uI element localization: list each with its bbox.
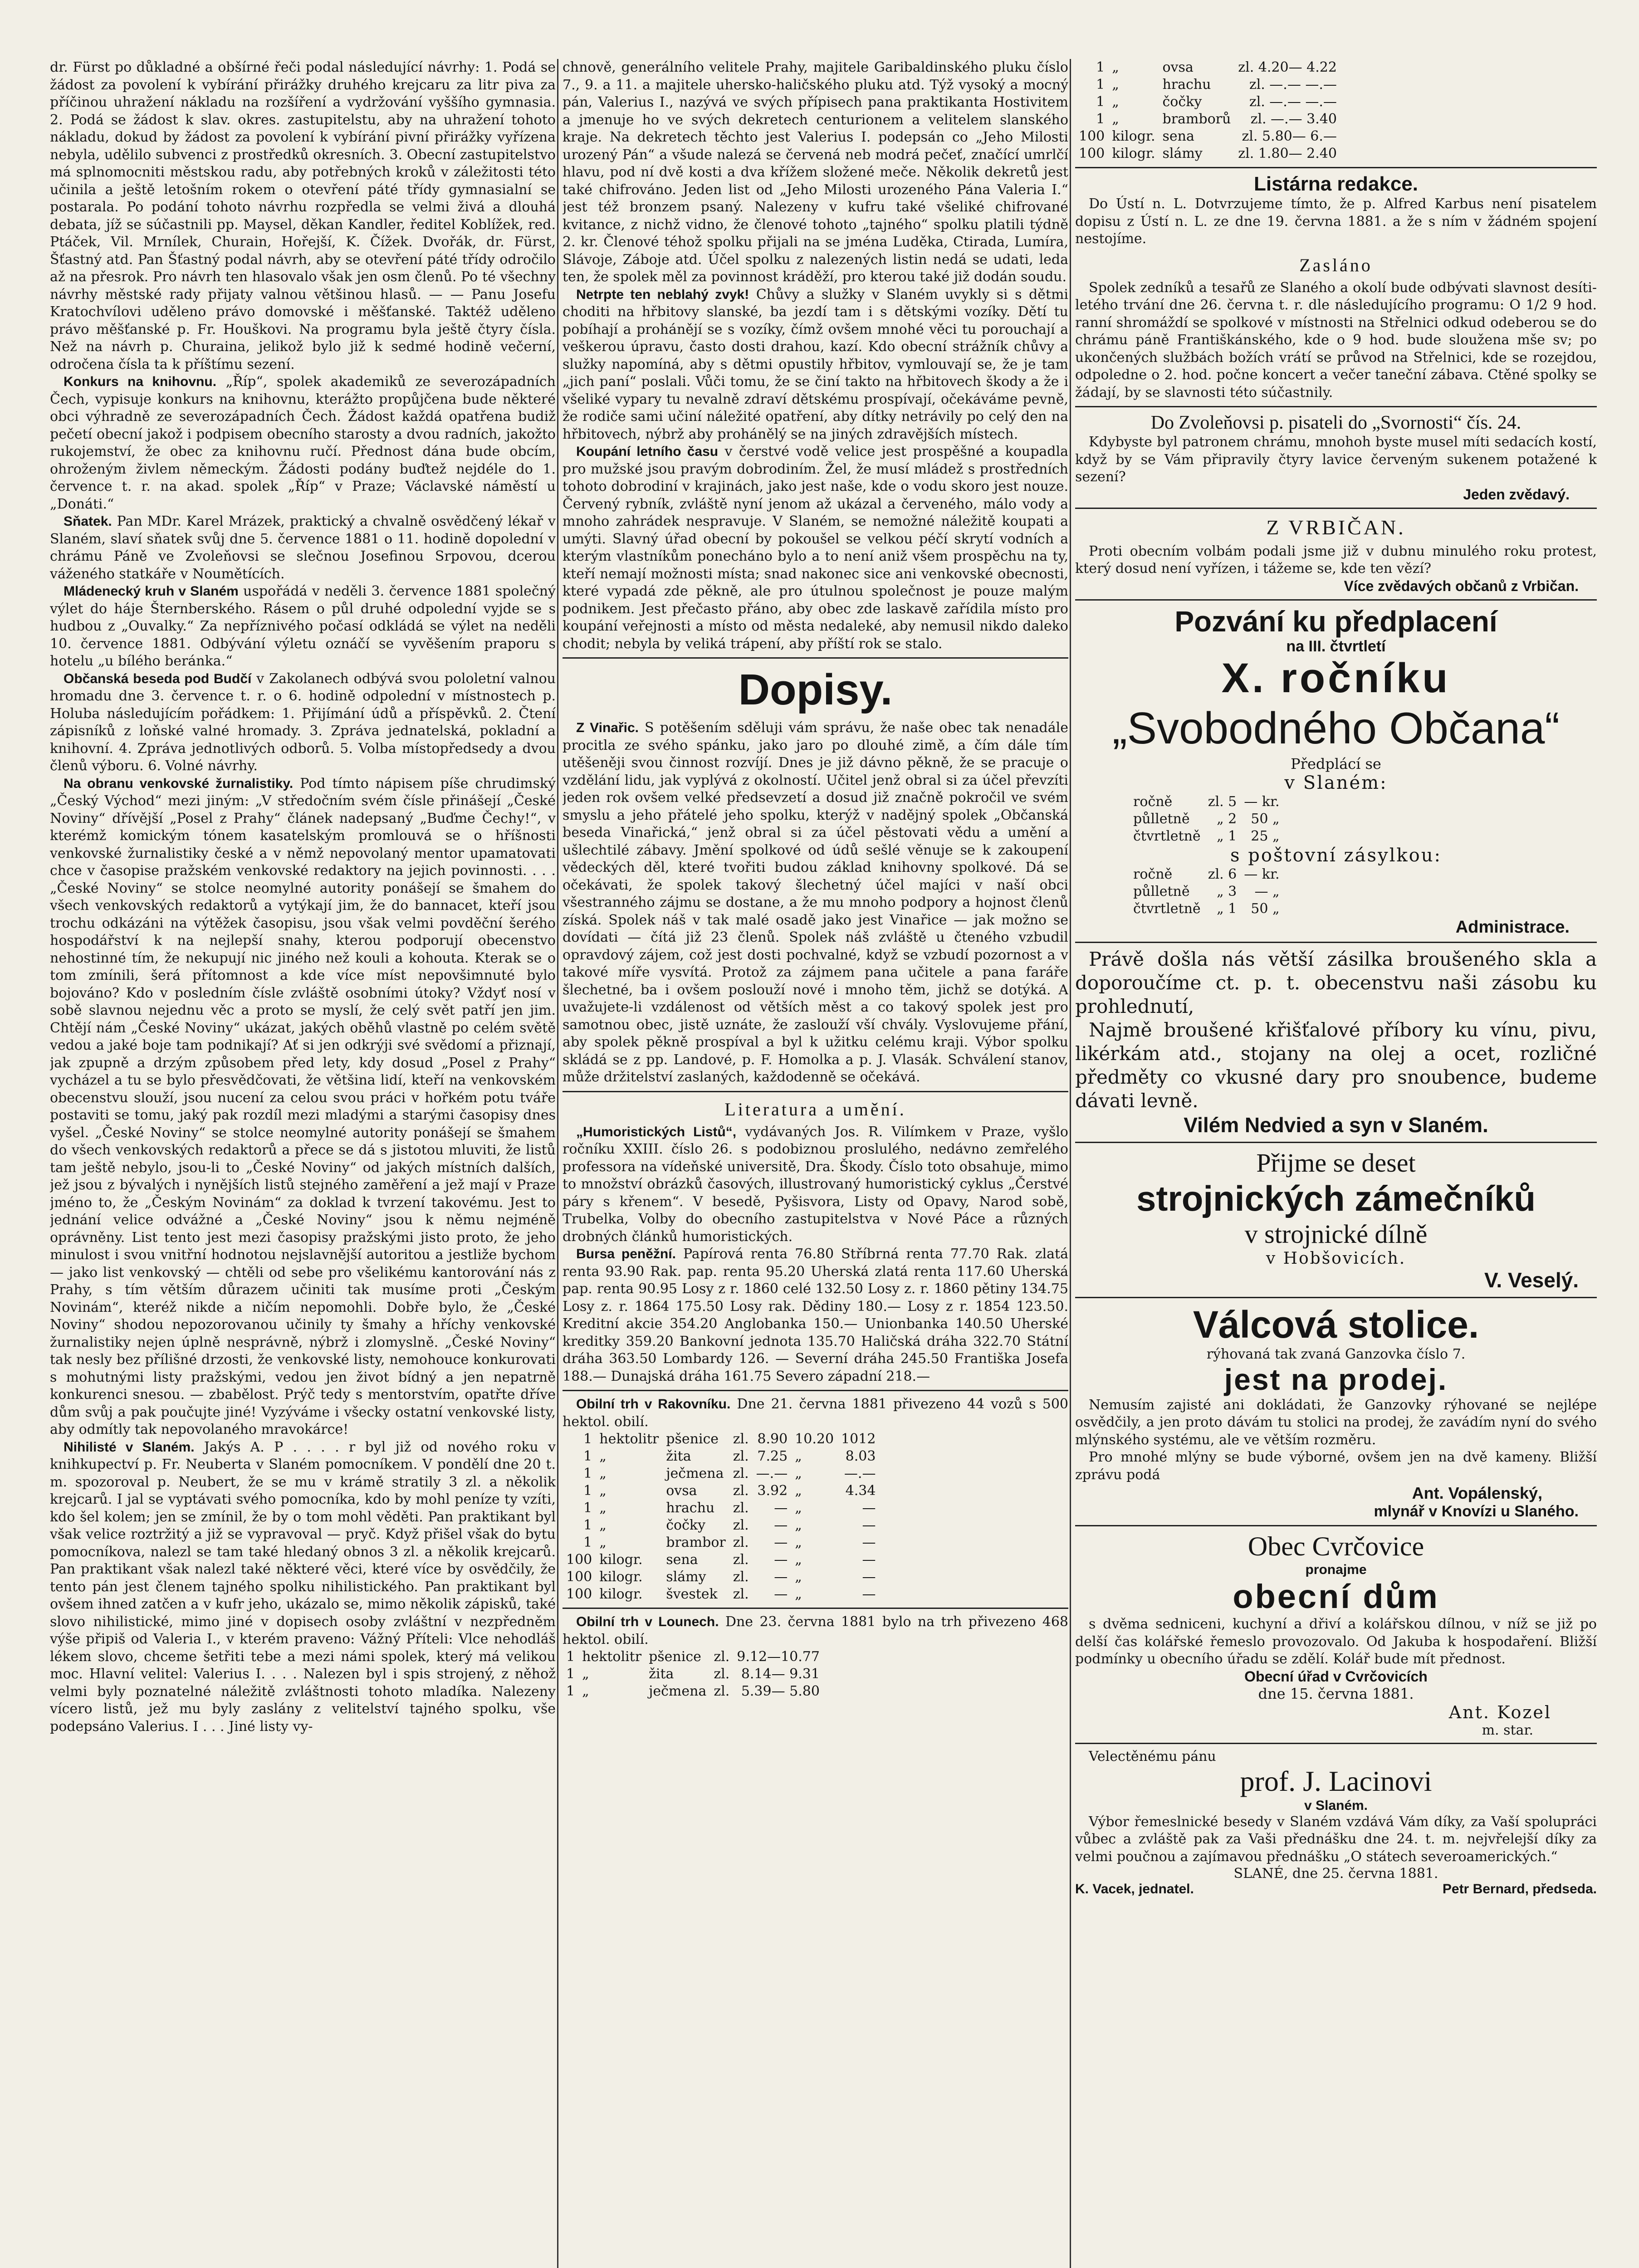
table-cell: „	[795, 1466, 802, 1481]
zaslano-text: Spolek zedníků a tesařů ze Slaného a okolí bude odbývati slavnost desíti-letého trvání dne 26. června t. r. dle následujícího programu: O 1/2 9 hod. ranní shromáždí se spolkové v místnosti na Střelnici odkud odeberou se do chrámu páně Františkánského, kde o 9 hod. bude sloužena mše sv; po ukončených službách božích vrátí se průvod na Střelnici, kde se rozejdou, odpoledne o 2. hod. počne koncert a večer taneční zábava. Ctěné spolky se žádají, by se slavnosti této súčastnily.	[1075, 279, 1597, 401]
market-table-louny	[563, 1648, 823, 1700]
divider	[1075, 1297, 1597, 1298]
column-3	[1075, 59, 1597, 2268]
table-cell: ječmena	[666, 1466, 724, 1481]
headline: Obilní trh v Lounech.	[576, 1614, 719, 1629]
table-cell: půlletně	[1133, 811, 1190, 827]
table-cell: zl.	[733, 1569, 749, 1585]
article-text: Papírová renta 76.80 Stříbrná renta 77.70 Rak. zlatá renta 93.90 Rak. pap. renta 95.20 Uherská zlatá renta 117.60 Uherská pap. renta 90.95 Losy z r. 1860 celé 132.50 Losy z. r. 1860 pětiny 134.75 Losy z. r. 1864 175.50 Losy rak. Dědiny 180.— Losy z r. 1854 123.50. Kreditní akcie 354.20 Anglobanka 150.— Unionbanka 140.50 Uherské kreditky 359.20 Bankovní jednota 135.70 Haličská dráha 322.70 Státní dráha 363.50 Lombardy 126. — Severní dráha 245.50 Františka Josefa 188.— Dunajská dráha 161.75 Severo západní 218.—	[563, 1246, 1068, 1384]
table-cell: —	[862, 1569, 876, 1585]
table-cell: „ 1	[1217, 900, 1237, 917]
table-cell: zl. 5.80— 6.—	[1242, 128, 1337, 144]
table-row	[563, 1648, 823, 1666]
signature: V. Veselý.	[1484, 1268, 1579, 1292]
table-cell: zl.	[733, 1483, 749, 1499]
table-cell: zl.	[733, 1500, 749, 1516]
table-row	[563, 1683, 823, 1700]
table-cell: „	[1112, 94, 1119, 110]
table-cell: —	[862, 1500, 876, 1516]
table-cell: 1	[583, 1535, 592, 1550]
headline: „Humoristických Listů“,	[576, 1124, 737, 1139]
table-cell: 1	[566, 1666, 575, 1682]
zvrbican-text: Proti obecním volbám podali jsme již v dubnu minulého roku protest, který dosud není vyřízen, i tážeme se, kde ten vězí?	[1075, 543, 1597, 577]
ad-text: v Slaném.	[1304, 1798, 1368, 1813]
article-text: „Říp“, spolek akademiků ze severozápadních Čech, vypisuje konkurs na knihovnu, kterážto propůjčena bude některé obci výhradně ze severozápadních Čech. Žádost každá opatřena budiž pečetí obecní jakož i podpisem obecního starosty a dvou radních, jakožto rukojemství, že obec za knihovnu ručí. Přednost dána bude obcím, ohroženým živlem německým. Žádosti podány buďtež nejdéle do 1. července t. r. na akad. spolek „Říp“ v Praze; Václavské náměstí u „Donáti.“	[50, 374, 556, 512]
table-cell: sena	[666, 1552, 698, 1568]
divider	[1075, 1743, 1597, 1744]
divider	[563, 657, 1068, 659]
divider	[563, 1091, 1068, 1092]
signature: Ant. Kozel	[1448, 1702, 1551, 1722]
column-rule	[1070, 59, 1071, 2268]
table-cell: „	[1112, 59, 1119, 75]
table-cell: kilogr.	[599, 1586, 643, 1602]
ad-text: dne 15. června 1881.	[1258, 1685, 1414, 1702]
table-row	[563, 1465, 879, 1482]
ad-text: v Slaném:	[1284, 772, 1388, 793]
signature: Jeden zvědavý.	[1463, 486, 1570, 503]
table-cell: „ 3	[1217, 883, 1237, 899]
ad-subtitle: na III. čtvrtletí	[1286, 637, 1386, 655]
ad-text: v Hobšovicích.	[1266, 1249, 1406, 1268]
table-row	[563, 1517, 879, 1534]
table-row	[1075, 93, 1341, 111]
ad-journal-name: „Svobodného Občana“	[1112, 703, 1560, 753]
market-table-continued	[1075, 59, 1341, 162]
table-cell: zl.	[733, 1431, 749, 1447]
table-cell: 1	[583, 1431, 592, 1447]
table-cell: 3.92	[757, 1483, 788, 1499]
ad-text: pronajme	[1305, 1562, 1367, 1577]
headline: Obilní trh v Rakovníku.	[576, 1397, 731, 1412]
table-cell: — kr.	[1244, 866, 1280, 882]
table-cell: —	[862, 1586, 876, 1602]
table-cell: 5.39— 5.80	[741, 1683, 820, 1699]
table-row	[1130, 866, 1283, 883]
signature: K. Vacek, jednatel.	[1075, 1882, 1194, 1897]
headline: Mládenecký kruh v Slaném	[64, 584, 239, 599]
table-cell: zl. —.— —.—	[1249, 77, 1337, 93]
headline: Z Vinařic.	[576, 720, 639, 735]
table-cell: hrachu	[1162, 77, 1211, 93]
table-cell: čtvrtletně	[1133, 828, 1201, 844]
table-cell: čtvrtletně	[1133, 900, 1201, 917]
ad-x-rocniku: X. ročníku	[1221, 655, 1451, 701]
divider	[1075, 406, 1597, 407]
table-cell: —	[774, 1517, 788, 1533]
headline: Bursa peněžní.	[576, 1246, 676, 1261]
divider	[1075, 942, 1597, 943]
headline: Koupání letního času	[576, 444, 719, 459]
ad-text: SLANÉ, dne 25. června 1881.	[1233, 1866, 1438, 1882]
table-cell: 1	[583, 1483, 592, 1499]
signature: m. star.	[1482, 1722, 1533, 1738]
table-cell: 1	[566, 1649, 575, 1665]
divider	[563, 1608, 1068, 1609]
divider	[1075, 599, 1597, 601]
article-council: dr. Fürst po důkladné a obšírné řeči podal následující návrhy: 1. Podá se žádost za povolení k vybírání přirážky druhého krejcaru za litr piva za příčinou uhražení nákladu na rozšíření a vydržování vyššího gymnasia. 2. Podá se žádost k slav. okres. zastupitelstu, aby na uhražení tohoto nákladu, dokud by žádost za povolení k vybírání pivní přirážky vyřízena nebyla, udělilo subvenci z prostředků okresních. 3. Obecní zastupitelstvo má splnomocniti městskou radu, aby potřebných kroků v záležitosti této učinila a ještě letošním rokem o otevření páté třídy gymnasialní se postarala. Po podání tohoto návrhu rozpředla se velmi živá a dlouhá debata, jíž se súčastnili pp. Maysel, děkan Kandler, ředitel Koblížek, red. Ptáček, Vil. Mrnílek, Churain, Hořejší, K. Čížek. Dvořák, dr. Fürst, Šťastný atd. Pan Šťastný podal návrh, aby se otevření páté třídy odročilo až na přesrok. Pro návrh ten hlasovalo však jen osm členů. Po té všechny návrhy městské rady přijaty valnou většinou hlasů. — — Panu Josefu Kratochvílovi uděleno právo domovské i měšťanské. Taktéž uděleno právo měšťanské p. Fr. Houškovi. Na programu byla ještě čtyry čísla. Než na návrh p. Churaina, jelikož bylo již k sedmé hodině večerní, odročena čísla ta k příštímu sezení.	[50, 59, 556, 372]
table-cell: „	[582, 1666, 589, 1682]
table-cell: kilogr.	[599, 1569, 643, 1585]
table-cell: hektolitr	[582, 1649, 642, 1665]
table-cell: 100	[1079, 146, 1105, 161]
table-cell: 8.03	[845, 1448, 876, 1464]
table-cell: bramborů	[1162, 111, 1231, 127]
table-cell: 10.20	[795, 1431, 834, 1447]
table-cell: sena	[1162, 128, 1194, 144]
table-cell: 7.25	[757, 1448, 788, 1464]
table-row	[563, 1431, 879, 1448]
ad-title-obec: Obec Cvrčovice	[1248, 1531, 1424, 1561]
ad-big-text: strojnických zámečníků	[1136, 1178, 1536, 1218]
table-cell: 1	[1096, 94, 1105, 110]
table-cell: zl. 4.20— 4.22	[1238, 59, 1337, 75]
article-text: Pod tímto nápisem píše chrudimský „Český Východ“ mezi jiným: „V středočním svém čísle přinášejí „České Noviny“ dřívější „Posel z Prahy“ článek nadepsaný „Buďme Čechy!“, v kterémž komickým tónem kasatelským promlouvá se o hříšnosti venkovské žurnalistiky české a v němž nepovolaný mentor upamatovati chce v časopise pražském venkovské redaktory na jejich povinnosti. . . . „České Noviny“ se stolce neomylné autority ponášejí se šmahem do všech venkovských redaktorů a vytýkají jim, že do bannacet, kteří jsou trochu odkázáni na výtěžek časopisu, jsou však velmi povděční šerého hospodářství k na nejlepší snahy, kterou podporují obecenstvo nehostinné tím, že nekupují nic jiného než kouli a kohouta. Kterak se o tom zmínili, šerá přítomnost a kde více míst nepovšimnuté bylo bojováno? Kdo v posledním čísle zvláště osobními útoky? Vždyť nosí v sobě slavnou nejednu věc a proto se myslí, že celý svět patří jen jim. Chtějí nám „České Noviny“ ukázat, jakých oběhů vlastně po celém světě vedou a jaké boje tam podnikají? Ať si jen odkrýji své svědomí a přiznají, jak zpupně a drzým způsobem před lety, kdy dosud „Posel z Prahy“ vycházel a tu se bylo přesvědčovati, že většina lidí, kteří na venkovském obecenstvu slouží, jsou nucení za celou svou práci v hořkém potu tváře postaviti se tomu, jaký pak rozdíl mezi mladými a starými časopisy dnes vyšel. „České Noviny“ se stolce neomylné autority ponášejí se šmahem do všech venkovských redaktorů a přece se dá s jistotou mluviti, že listů tam ještě nebylo, jsou-li to „České Noviny“ od jakých místních dalších, jež jsou z bývalých i nynějších listů stejného zaměření a jež mají v Praze jméno to, že „Českým Novinám“ za doklad k tvrzení takovému. Jest to jednání velice odvážné a „České Noviny“ jsou k němu nejméně oprávněny. List tento jest mezi časopisy pražskými jisto proto, že jeho minulost i svou vnitřní hodnotou nejslavnější autoritou a jestliže bychom — jako list venkovský — chtěli od sebe pro všelikému kantorování nás z Prahy, s tím větším důrazem učiniti tak musíme proti „Českým Novinám“, kteréž nikde a ničím nepomohli. Dobře bylo, že „České Noviny“ shodou nepozorovanou učinily ty šmahy a hříchy venkovské žurnalistiky nejen úplně nesprávně, nýbrž i zlomyslně. „České Noviny“ tak nesly bez přílišné drzosti, že venkovské listy, nemohouce konkurovati s mohutnými listy pražskými, vedou jen život bídný a jen nepatrně konkurenci snesou. — zbabělost. Prýč tedy s mentorstvím, opatřte dříve dům svůj a pak poučujte jiné! Vyzýváme i všecky ostatní venkovské listy, aby odmítly tak nepovolaného mravokárce!	[50, 775, 556, 1437]
table-cell: —	[862, 1552, 876, 1568]
ad-text: Výbor řemeslnické besedy v Slaném vzdává Vám díky, za Vaší spolupráci vůbec a zvláště pak za Vaši přednášku dne 24. t. m. nejvřelejší díky za velmi poučnou a zajímavou přednášku „O státech severoamerických.“	[1075, 1813, 1597, 1865]
table-row	[563, 1666, 823, 1683]
table-row	[1130, 883, 1283, 900]
article-text: chnově, generálního velitele Prahy, majitele Garibaldinského pluku číslo 7., 9. a 11. a majitele uhersko-haličského pluku atd. Týž vysoký a mocný pán, Valerius I., nazývá ve svých přípisech pana praktikanta Hostivitem a jmenuje ho ve svých dekretech centurionem a velitelem slanského kraje. Na dekretech těchto jest Valerius I. podepsán co „Jeho Milosti urozený Pán“ a všude nalezá se červená neb modrá pečeť, značící umrlčí hlavu, pod ní dvě kosti a dva křížem složené meče. Několik dekretů jest také chifrováno. Jeden list od „Jeho Milosti urozeného Pána Valeria I.“ jest též bronzem psaný. Nalezeny v kufru také všeliké chifrované kvitance, z nichž vidno, že členové tohoto „tajného“ spolku platili týdně 2. kr. Členové téhož spolku přijali na se jména Luděka, Ctirada, Lumíra, Slávoje, Záboje atd. Účel spolku z nalezených listin nedá se udati, leda ten, že spolek měl za povinnost kráděží, pro kterou také již dodán soudu.	[563, 59, 1068, 285]
divider	[563, 1390, 1068, 1391]
divider	[1075, 1142, 1597, 1143]
table-cell: ovsa	[1162, 59, 1194, 75]
table-cell: —	[774, 1586, 788, 1602]
table-cell: „	[795, 1586, 802, 1602]
table-row	[1130, 793, 1283, 811]
headline: Konkurs na knihovnu.	[64, 374, 217, 389]
table-cell: 50 „	[1251, 900, 1280, 917]
ad-text: Pro mnohé mlýny se bude výborné, ovšem jen na dvě kameny. Bližší zprávu podá	[1075, 1449, 1597, 1483]
table-cell: 1	[1096, 77, 1105, 93]
table-row	[563, 1500, 879, 1517]
table-cell: „ 2	[1217, 811, 1237, 827]
table-cell: švestek	[666, 1586, 718, 1602]
headline: Občanská beseda pod Budčí	[64, 671, 252, 686]
table-cell: zl.	[714, 1649, 730, 1665]
ad-text: v strojnické dílně	[1244, 1219, 1428, 1249]
divider	[1075, 1525, 1597, 1526]
table-cell: pšenice	[649, 1649, 701, 1665]
table-cell: hektolitr	[599, 1431, 659, 1447]
ad-text: s poštovní zásylkou:	[1230, 845, 1442, 866]
article-text: Jakýs A. P . . . . r byl již od nového roku v knihkupectví p. Fr. Neuberta v Slaném pomocníkem. V pondělí dne 20 t. m. spozoroval p. Neubert, že se mu v krámě stratily 3 zl. a několik krejcarů. I jal se vyptávati svého pomocníka, kdo by mohl peníze ty vzíti, kdo šel kolem; jen se zmínil, že by o tom mohl věděti. Pan praktikant byl však velice roztržitý a již se vypravoval — pryč. Když přišel však do bytu pomocníkova, nalezl se tam také hledaný obnos 3 zl. a několik krejcarů. Pan praktikant však nalezl také některé věci, které více by osvědčily, že tento pán jest členem tajného spolku nihilistického. Pan praktikant byl ovšem ihned zatčen a v kufr jeho, ukázalo se, mimo několik zápisků, také slovo nihilistické, mimo jiné v dopisech osoby zvláštní v nezpředněm výše připiš od Valeria I., v kterém praveno: Vážný Příteli: Vlce nehodláš lékem slovo, chceme šetřiti tebe a mezi námi spolek, který má velikou moc. Hlavní velitel: Valerius I. . . . Nalezen byl i spis strojený, z něhož velmi byly poznatelné náležitě zvláštnosti tohoto mladíka. Nalezeny vícero listů, jež mu byly zaslány z velitelství tajného spolku, vše podepsáno Valerius. I . . . Jiné listy vy-	[50, 1439, 556, 1735]
table-row	[1130, 900, 1283, 918]
ad-title-valcova: Válcová stolice.	[1193, 1303, 1479, 1346]
table-cell: 100	[1079, 128, 1105, 144]
table-cell: brambor	[666, 1535, 726, 1550]
table-cell: 1012	[841, 1431, 876, 1447]
table-cell: ročně	[1133, 866, 1173, 882]
ad-text: jest na prodej.	[1224, 1362, 1448, 1396]
section-title-dopisy: Dopisy.	[738, 665, 893, 714]
headline: Na obranu venkovské žurnalistiky.	[64, 776, 294, 791]
zvolenovsi-title: Do Zvoleňovsi p. pisateli do „Svornosti“ čís. 24.	[1150, 412, 1522, 433]
price-table-post	[1130, 866, 1283, 918]
table-row	[1075, 76, 1341, 93]
headline: Netrpte ten neblahý zvyk!	[576, 287, 749, 302]
signature: mlynář v Knovízi u Slaného.	[1374, 1503, 1579, 1520]
signature: Vilém Nedvied a syn v Slaném.	[1184, 1113, 1488, 1137]
table-cell: „	[582, 1683, 589, 1699]
market-table-rakovnik	[563, 1431, 879, 1603]
zvrbican-title: Z VRBIČAN.	[1266, 515, 1406, 539]
table-cell: kilogr.	[599, 1552, 643, 1568]
ad-text: Předplácí se	[1291, 755, 1381, 772]
table-cell: —	[774, 1552, 788, 1568]
table-cell: 4.34	[845, 1483, 876, 1499]
table-cell: „	[599, 1535, 607, 1550]
table-cell: „	[1112, 111, 1119, 127]
table-cell: 1	[566, 1683, 575, 1699]
article-text: Pan MDr. Karel Mrázek, praktický a chvalně osvědčený lékař v Slaném, slaví sňatek svůj dne 5. července 1881 o 11. hodině dopolední v chrámu Páně ve Zvoleňovsi se slečnou Josefinou Srpovou, dcerou váženého statkáře v Noumětících.	[50, 513, 556, 582]
table-cell: 1	[583, 1500, 592, 1516]
table-cell: —	[774, 1500, 788, 1516]
table-cell: 1	[583, 1448, 592, 1464]
table-cell: „	[795, 1500, 802, 1516]
zvolenovsi-text: Kdybyste byl patronem chrámu, mnohoh byste musel míti sedacích kostí, když by se Vám připravily čtyry lavice červeným sukenem potažené k sezení?	[1075, 434, 1597, 485]
table-cell: hrachu	[666, 1500, 715, 1516]
table-cell: „ 1	[1217, 828, 1237, 844]
table-cell: pšenice	[666, 1431, 719, 1447]
ad-text: Najmě broušené křišťalové příbory ku vínu, pivu, likérkám atd., stojany na olej a ocet, rozličné předměty co vkusné dary pro snoubence, budeme dávati levně.	[1075, 1018, 1597, 1112]
table-row	[1075, 128, 1341, 145]
article-text: v Zakolanech odbývá svou pololetní valnou hromadu dne 3. července t. r. o 6. hodině odpolední v místnostech p. Holuba následujícím pořádkem: 1. Přijímání údů a příspěvků. 2. Čtení zápisníků z loňské valné hromady. 3. Zpráva jednatelská, pokladní a knihovní. 4. Zpráva jednotlivých odborů. 5. Volba místopředsedy a dvou členů výboru. 6. Volné návrhy.	[50, 670, 556, 774]
table-cell: 100	[566, 1586, 592, 1602]
ad-text: rýhovaná tak zvaná Ganzovka číslo 7.	[1206, 1346, 1466, 1362]
table-cell: zl. 6	[1208, 866, 1237, 882]
table-cell: 50 „	[1251, 811, 1280, 827]
table-cell: kilogr.	[1112, 146, 1155, 161]
table-cell: zl. 5	[1208, 793, 1237, 810]
table-cell: slámy	[1162, 146, 1203, 161]
article-text: v čerstvé vodě velice jest prospěšné a koupadla pro mužské jsou pravým dobrodiním. Žel, že musí mládež s prostředních tohoto dobrodiní v krajinách, jako jest naše, kde o vodu skoro jest nouze. Červený rybník, zvláště nyní jenom až ukázal a červeného, málo vody a mnoho zahrádek nespravuje. V Slaném, se nemožné náležitě koupati a umýti. Slavný úřad obecní by pokoušel se velkou péčí skrytí vodních a kterým vlastníkům ponecháno bylo a to není aniž všem prospěchu na ty, kteří nemají možnosti místa; snad nakonec sice ani venkovské obecnosti, které vypadá zde pěkně, ale pro útulnou společnost je pouze malým podnikem. Jest přečasto přáno, aby obec zde laskavě zařídila místo pro koupání veřejnosti a místo od města nedaleké, aby nemusil nikdo daleko chodit; nebyla by veliká trápení, aby příští rok se stalo.	[563, 444, 1068, 652]
table-cell: —	[862, 1535, 876, 1550]
table-cell: 100	[566, 1552, 592, 1568]
table-cell: „	[599, 1466, 607, 1481]
ad-title: Přijme se deset	[1256, 1148, 1416, 1178]
article-text: uspořádá v neděli 3. července 1881 společný výlet do háje Šternberského. Rásem o půl druhé odpolední vyjde se s hudbou z „Ouvalky.“ Za nepříznivého počasí odkládá se výlet na neděli 10. července 1881. Odbývání výletu oznáčí se vyvěšením praporu s hotelu „u bílého beránka.“	[50, 583, 556, 669]
price-table-local	[1130, 793, 1283, 845]
table-row	[1075, 145, 1341, 162]
table-cell: „	[599, 1517, 607, 1533]
listarna-title: Listárna redakce.	[1254, 173, 1418, 195]
table-cell: „	[795, 1569, 802, 1585]
table-cell: ročně	[1133, 793, 1173, 810]
table-row	[1130, 811, 1283, 828]
section-title-literatura: Literatura a umění.	[724, 1099, 906, 1119]
zaslano-title: Zasláno	[1299, 254, 1373, 275]
table-row	[1075, 111, 1341, 128]
table-cell: 1	[583, 1466, 592, 1481]
divider	[1075, 508, 1597, 509]
table-cell: půlletně	[1133, 883, 1190, 899]
signature: Petr Bernard, předseda.	[1442, 1882, 1597, 1897]
ad-text: s dvěma sedniceni, kuchyní a dřiví a kolářskou dílnou, v níž se již po delší čas kolářské řemeslo provozovalo. Od Jakuba k hospodaření. Bližší podmínky u obecního úřadu se zdělí. Kolář bude mít přednost.	[1075, 1616, 1597, 1667]
table-cell: 8.14— 9.31	[741, 1666, 820, 1682]
article-text: Chůvy a služky v Slaném uvykly si s dětmi choditi na hřbitovy slanské, ba jezdí tam i s dětskými vozíky. Dětí tu pobíhají a prohánějí se s vozíky, čímž ovšem mnohé věci tu porouchají a veškerou úpravu, často dosti drahou, kazí. Kdo obecní strážník chůvy a služky napomíná, aby s dětmi opustily hřbitov, vymlouvají se, že je tam „jich paní“ poslali. Vůči tomu, že se činí takto na hřbitovech škody a že i všeliké vypary tu nevalně zdraví dětskému prospívají, očekáváme pevně, že rodiče sami učiní náležité opatření, aby dítky netrávily po celý den na hřbitovech, nýbrž aby prohánělý se na jiných zdravějších místech.	[563, 286, 1068, 442]
table-row	[563, 1551, 879, 1569]
table-cell: zl.	[714, 1666, 730, 1682]
ad-text: Právě došla nás větší zásilka broušeného skla a doporoučíme ct. p. t. obecenstvu naši zásobu ku prohlednutí,	[1075, 948, 1597, 1017]
table-cell: 9.12—10.77	[737, 1649, 820, 1665]
table-cell: „	[1112, 77, 1119, 93]
table-cell: —.—	[756, 1466, 788, 1481]
headline: Sňatek.	[64, 514, 112, 529]
table-cell: 25 „	[1251, 828, 1280, 844]
table-cell: —	[774, 1535, 788, 1550]
table-row	[1075, 59, 1341, 76]
column-2	[563, 59, 1068, 2268]
table-cell: žita	[666, 1448, 691, 1464]
table-cell: ječmena	[649, 1683, 707, 1699]
table-cell: „	[795, 1535, 802, 1550]
table-row	[563, 1448, 879, 1465]
table-cell: čočky	[666, 1517, 706, 1533]
table-cell: zl. 1.80— 2.40	[1238, 146, 1337, 161]
table-cell: —	[774, 1569, 788, 1585]
table-cell: slámy	[666, 1569, 706, 1585]
table-cell: zl.	[733, 1448, 749, 1464]
table-cell: „	[795, 1517, 802, 1533]
table-cell: zl. —.— 3.40	[1250, 111, 1337, 127]
table-cell: „	[795, 1552, 802, 1568]
column-rule	[557, 59, 558, 2268]
table-cell: kilogr.	[1112, 128, 1155, 144]
table-cell: žita	[649, 1666, 674, 1682]
table-cell: zl.	[733, 1552, 749, 1568]
table-cell: zl.	[714, 1683, 730, 1699]
table-row	[563, 1482, 879, 1500]
table-row	[1130, 828, 1283, 845]
table-cell: — „	[1254, 883, 1280, 899]
article-text: Dne 21. června 1881 přivezeno 44 vozů s 500 hektol. obilí.	[563, 1396, 1068, 1430]
table-cell: „	[599, 1448, 607, 1464]
table-cell: ovsa	[666, 1483, 697, 1499]
table-cell: čočky	[1162, 94, 1202, 110]
article-text: S potěšením sděluji vám správu, že naše obec tak nenadále procitla ze svého spánku, jako jaro po dlouhé zimě, a čím dále tím utěšeněji svou činnost rozvíjí. Dnes je již dávno pěkně, že se pracuje o vzdělání lidu, jak vyplývá z okolností. Učitel jenž obral si za účel převzíti jeden rok ovšem velké předsevzetí a dosud již značně pokročil ve svém smyslu a jeho přátelé jeho spolku, kterýž v nadějný spolek „Občanská beseda Vinařická,“ jenž obral si za účel pěstovati vědu a umění a ušlechtilé zábavy. Jmění spolkové od údů sešlé věnuje se k zakoupení vědeckých děl, které tvořiti budou základ knihovny spolkové. Dá se očekávati, že spolek takový šlechetný účel majíci v naší obci všestranného zájmu se dostane, a že mu mnoho podpory a hojnost členů získá. Spolek náš v tak malé osadě jako jest Vinařice — jak možno se dovídati — čítá již 23 členů. Spolek náš zvláště u čteného vzbudil opravdový zájem, což jest dosti pochvalné, když se vzbudí pozornost a v takové míře vysvítá. Protož za zájmem pana učitele a pana faráře šlechetné, ba i ovšem poslouží nové i mnoho těm, jichž se dotýká. A uvažujete-li vzdálenost od větších měst a co takový spolek jest pro samotnou obec, jistě uznáte, že zaslouží vší chvály. Vyslovujeme přání, aby spolek pěkně prospíval a byl k užitku celému kraji. Výbor spolku skládá se z pp. Landové, p. F. Homolka a p. J. Vlasák. Schválení stanov, může držitelství zaslaných, každodenně se očekává.	[563, 720, 1068, 1085]
listarna-text: Do Ústí n. L. Dotvrzujeme tímto, že p. Alfred Karbus není pisatelem dopisu z Ústí n. L. ze dne 19. června 1881. a že s ním v žádném spojení nestojíme.	[1075, 196, 1597, 247]
table-cell: 1	[1096, 111, 1105, 127]
table-cell: „	[599, 1483, 607, 1499]
table-cell: — kr.	[1244, 793, 1280, 810]
ad-text: Velectěnému pánu	[1089, 1748, 1216, 1765]
column-1	[50, 59, 556, 2268]
table-cell: „	[599, 1500, 607, 1516]
table-cell: zl.	[733, 1535, 749, 1550]
table-cell: —	[862, 1517, 876, 1533]
table-cell: 100	[566, 1569, 592, 1585]
signature: Administrace.	[1455, 917, 1570, 937]
ad-text: Obecní úřad v Cvrčovicích	[1244, 1668, 1428, 1685]
table-row	[563, 1569, 879, 1586]
signature: Ant. Vopálenský,	[1412, 1484, 1542, 1502]
signature: Více zvědavých občanů z Vrbičan.	[1344, 577, 1579, 594]
table-row	[563, 1534, 879, 1551]
table-row	[563, 1586, 879, 1603]
ad-big-text: obecní dům	[1233, 1578, 1439, 1615]
table-cell: zl.	[733, 1466, 749, 1481]
table-cell: zl. —.— —.—	[1249, 94, 1337, 110]
article-text: Dne 23. června 1881 bylo na trh přivezeno 468 hektol. obilí.	[563, 1614, 1068, 1647]
divider	[1075, 167, 1597, 168]
ad-title-prof: prof. J. Lacinovi	[1240, 1765, 1432, 1797]
table-cell: —.—	[844, 1466, 876, 1481]
headline: Nihilisté v Slaném.	[64, 1439, 195, 1455]
table-cell: zl.	[733, 1517, 749, 1533]
table-cell: 1	[583, 1517, 592, 1533]
table-cell: „	[795, 1448, 802, 1464]
table-cell: 1	[1096, 59, 1105, 75]
table-cell: „	[795, 1483, 802, 1499]
table-cell: zl.	[733, 1586, 749, 1602]
article-text: vydávaných Jos. R. Vilímkem v Praze, vyšlo ročníku XXIII. číslo 26. s podobiznou proslulého, nedávno zemřelého professora na vídeňské universitě, Dra. Škody. Číslo toto obsahuje, mimo to množství obrázků časových, illustrovaný humoristický cyklus „Čerstvé páry s křenem“. V besedě, Pyšisvora, Listy od Opavy, Narod sobě, Trubelka, Volby do obecního zastupitelstva v Nové Páce a různých drobných článků humoristických.	[563, 1124, 1068, 1245]
table-cell: 8.90	[757, 1431, 788, 1447]
ad-text: Nemusím zajisté ani dokládati, že Ganzovky rýhované se nejlépe osvědčily, a jen proto dávám tu stolici na prodej, že zavádím nyní do svého mlýnského systému, ale ve větším rozměru.	[1075, 1397, 1597, 1448]
ad-title-pozvani: Pozvání ku předplacení	[1174, 605, 1497, 638]
